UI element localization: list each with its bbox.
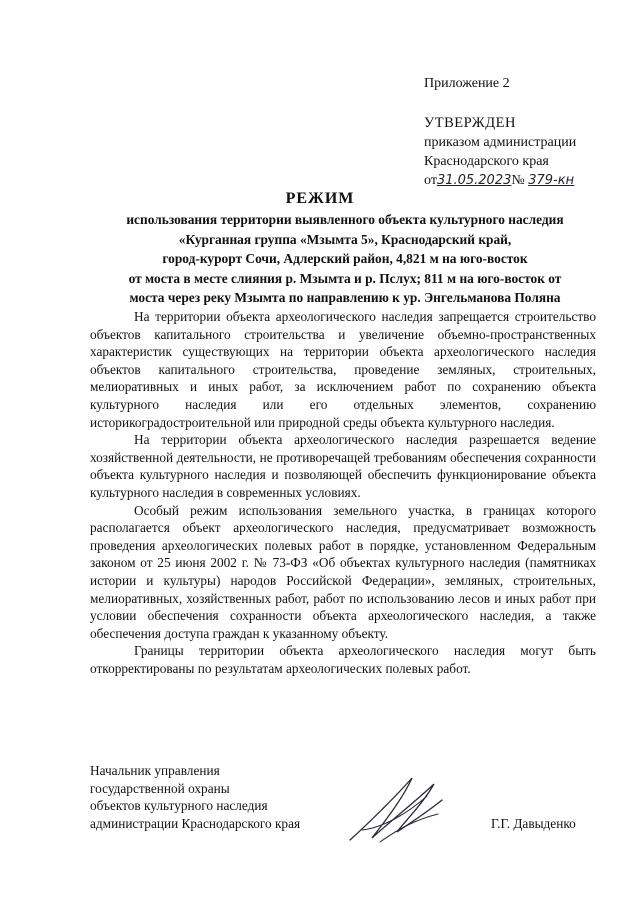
- appendix-label: Приложение 2: [424, 76, 510, 91]
- paragraph-special-regime: Особый режим использования земельного участка, в границах которого располагается объект археологического наследия, предусматривает возможность проведения археологических полевых работ в порядке, установленном Федеральным законом от 25 июня 2002 г. № 73-ФЗ «Об объектах культурного наследия (памятниках истории и культуры) народов Российской Федерации», земляных, строительных, мелиоративных, хозяйственных работ, работ по использованию лесов и иных работ при условии обеспечения сохранности объекта археологического наследия, а также обеспечения доступа граждан к указанному объекту.: [90, 502, 596, 641]
- approval-line-1: приказом администрации: [424, 135, 577, 150]
- order-line: [424, 171, 576, 190]
- approved-heading: УТВЕРЖДЕН: [424, 115, 516, 131]
- order-number: 379-кн: [528, 173, 575, 188]
- paragraph-prohibitions: На территории объекта археологического наследия запрещается строительство объектов капитального строительства и увеличение объемно-пространственных характеристик существующих на территории объекта археологического наследия объектов капитального строительства, проведение земляных, строительных, мелиоративных и иных работ, за исключением работ по сохранению объекта культурного наследия или его отдельных элементов, сохранению историкоградостроительной или природной среды объекта культурного наследия.: [90, 309, 596, 430]
- signer-name: Г.Г. Давыденко: [491, 816, 576, 831]
- position-line: Начальник управления: [90, 763, 220, 778]
- position-line: государственной охраны: [90, 780, 230, 796]
- document-title: РЕЖИМ: [285, 190, 355, 207]
- subtitle-line: город-курорт Сочи, Адлерский район, 4,821 м на юго-восток: [162, 251, 528, 266]
- signatory-position: [90, 762, 300, 832]
- subtitle-line: от моста в месте слияния р. Мзымта и р. Пслух; 811 м на юго-восток от: [128, 270, 562, 286]
- approval-line-2: Краснодарского края: [424, 154, 549, 169]
- approval-stamp: [424, 114, 576, 190]
- subtitle-line: использования территории выявленного объекта культурного наследия: [126, 212, 564, 227]
- order-date: 31.05.2023: [436, 173, 512, 188]
- position-line: администрации Краснодарского края: [90, 815, 301, 831]
- paragraph-permitted: На территории объекта археологического наследия разрешается ведение хозяйственной деятельности, не противоречащей требованиям обеспечения сохранности объекта культурного наследия и позволяющей обеспечить функционирование объекта культурного наследия в современных условиях.: [90, 432, 596, 500]
- document-body: [90, 308, 596, 677]
- subtitle-line: моста через реку Мзымта по направлению к ур. Энгельманова Поляна: [129, 290, 561, 305]
- subtitle-line: «Курганная группа «Мзымта 5», Краснодарский край,: [178, 231, 512, 247]
- order-prefix: от: [424, 173, 437, 188]
- order-number-label: №: [511, 173, 525, 188]
- document-subtitle: [92, 210, 598, 308]
- handwritten-signature: [342, 770, 452, 850]
- position-line: объектов культурного наследия: [90, 798, 268, 814]
- paragraph-boundaries: Границы территории объекта археологического наследия могут быть откорректированы по результатам археологических полевых работ.: [90, 643, 596, 676]
